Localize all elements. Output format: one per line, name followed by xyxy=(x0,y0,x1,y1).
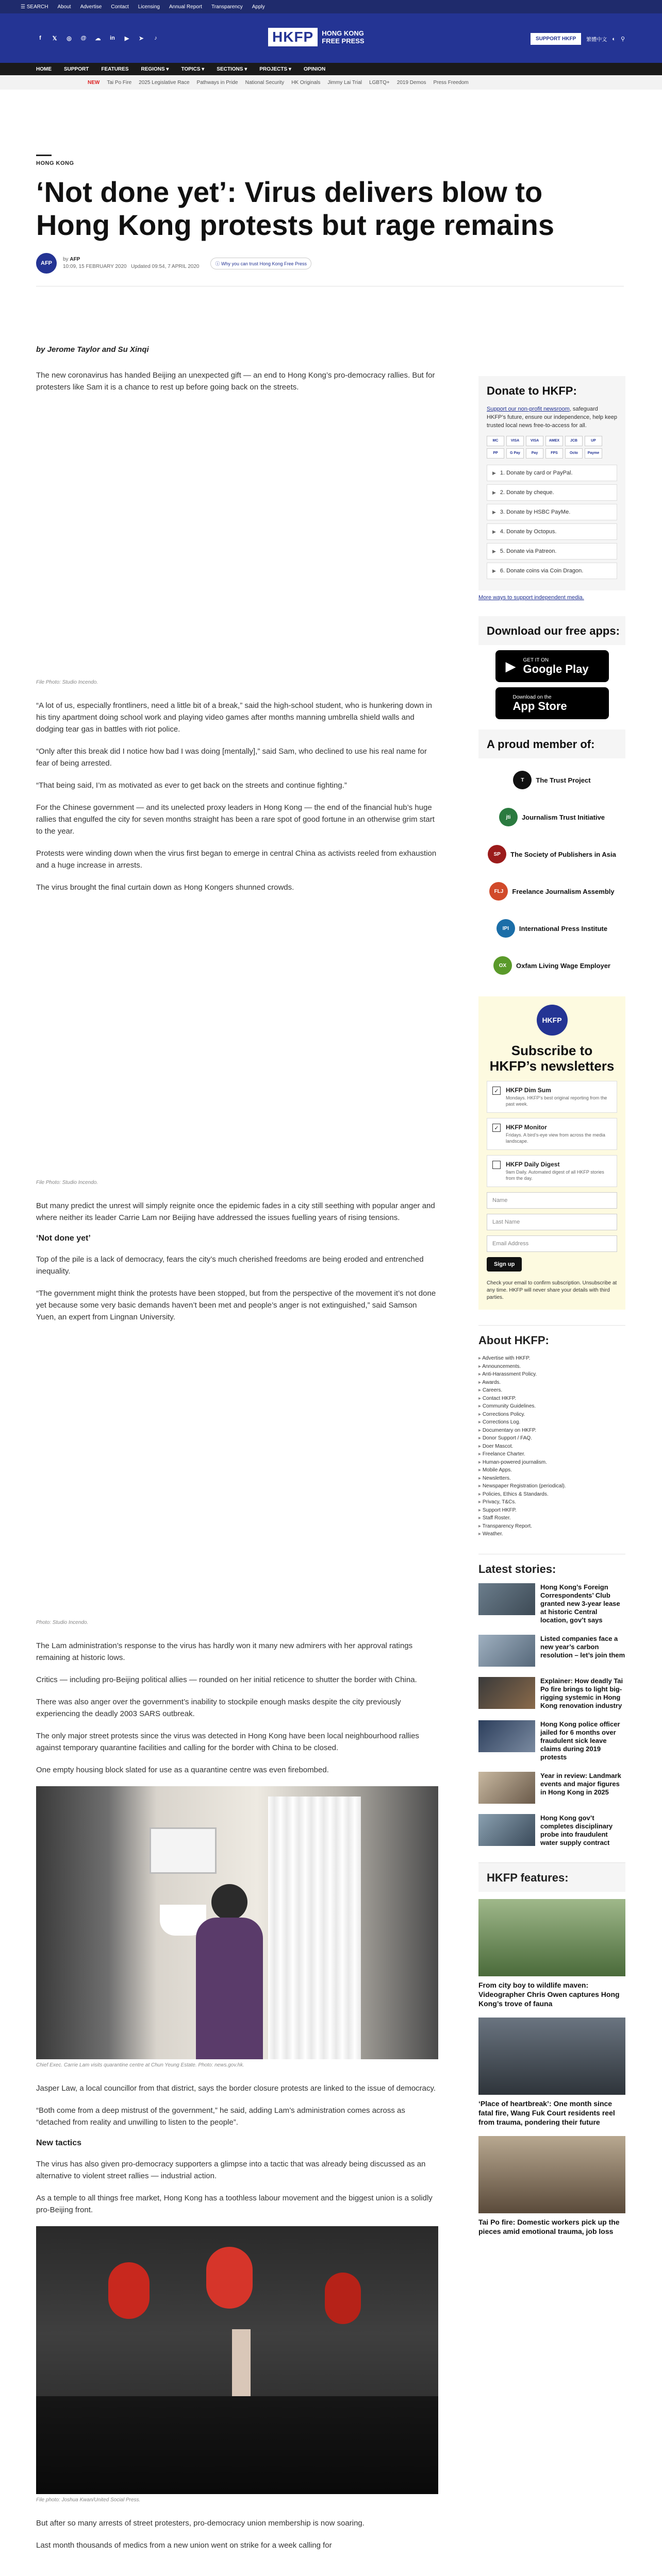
newsletter-widget xyxy=(478,996,625,1310)
amex-icon: AMEX xyxy=(545,436,563,446)
latest-story[interactable]: Hong Kong gov’t completes disciplinary probe into fraudulent water supply contract xyxy=(478,1814,625,1847)
article-photo xyxy=(36,403,438,676)
latest-story[interactable]: Hong Kong police officer jailed for 6 months over fraudulent sick leave claims during 2019 protests xyxy=(478,1720,625,1761)
paragraph: The Lam administration’s response to the virus has hardly won it many new admirers with her approval ratings remaining at historic lows. xyxy=(36,1641,413,1662)
threads-icon[interactable]: @ xyxy=(80,35,87,41)
latest-story[interactable]: Listed companies face a new year’s carbon resolution – let’s join them xyxy=(478,1635,625,1667)
member-logo[interactable]: SP The Society of Publishers in Asia xyxy=(478,839,625,870)
paragraph: As a temple to all things free market, Hong Kong has a toothless labour movement and the biggest union is a solidly pro-Beijing front. xyxy=(36,2194,433,2214)
newsletter-option[interactable]: ✓ HKFP Dim Sum Mondays. HKFP’s best original reporting from the past week. xyxy=(487,1081,617,1113)
nav-regions[interactable]: REGIONS ▾ xyxy=(141,66,169,72)
trending-link[interactable]: 2019 Demos xyxy=(396,79,426,86)
article-category[interactable]: HONG KONG xyxy=(36,160,74,166)
trending-link[interactable]: Jimmy Lai Trial xyxy=(327,79,362,86)
shower-curtain-shape xyxy=(268,1797,361,2059)
photo-caption: Photo: Studio Incendo. xyxy=(36,1620,89,1625)
paragraph: The virus has also given pro-democracy supporters a glimpse into a tactic that was already being discussed as an alternative to violent street rallies — industrial action. xyxy=(36,2160,426,2180)
payment-methods xyxy=(487,436,617,459)
apple-pay-icon: Pay xyxy=(526,448,543,459)
facebook-icon[interactable]: f xyxy=(39,35,41,41)
newsletter-logo: HKFP xyxy=(537,1005,568,1036)
util-apply[interactable]: Apply xyxy=(252,4,265,10)
linkedin-icon[interactable]: in xyxy=(110,35,115,41)
paragraph: “A lot of us, especially frontliners, need a little bit of a break,” said the high-school student, who is hunkering down in his tiny apartment doing school work and playing video games after months manning umbrella shield walls and dodging tear gas in battles with riot police. xyxy=(36,701,432,734)
sopa-icon: SP xyxy=(488,845,506,863)
paragraph: Critics — including pro-Beijing political allies — rounded on her initial reticence to shutter the border with China. xyxy=(36,1675,417,1684)
instagram-icon[interactable]: ◎ xyxy=(67,35,72,42)
about-link[interactable]: ▸ Freelance Charter. xyxy=(478,1450,625,1459)
search-link[interactable]: ☰ SEARCH xyxy=(21,4,48,10)
story-thumbnail xyxy=(478,1583,535,1615)
donate-link[interactable]: Support our non-profit newsroom xyxy=(487,406,570,412)
member-logo[interactable]: jti Journalism Trust Initiative xyxy=(478,802,625,833)
newsletter-note: Check your email to confirm subscription. Unsubscribe at any time. HKFP will never share your details with third parties. xyxy=(487,1280,617,1300)
newsletter-option[interactable]: HKFP Daily Digest 9am Daily. Automated digest of all HKFP stories from the day. xyxy=(487,1155,617,1187)
about-link[interactable]: ▸ Documentary on HKFP. xyxy=(478,1427,625,1435)
about-link[interactable]: ▸ Anti-Harassment Policy. xyxy=(478,1370,625,1379)
donate-option[interactable]: ▶ 3. Donate by HSBC PayMe. xyxy=(487,504,617,520)
sidebar xyxy=(478,376,625,2245)
nav-sections[interactable]: SECTIONS ▾ xyxy=(217,66,247,72)
trending-link[interactable]: National Security xyxy=(245,79,285,86)
member-logo[interactable]: T The Trust Project xyxy=(478,765,625,795)
main-nav xyxy=(0,63,662,75)
person-body-shape xyxy=(196,1918,263,2059)
chevron-right-icon: ▶ xyxy=(492,568,496,573)
members-title: A proud member of: xyxy=(478,730,625,758)
name-field[interactable]: Name xyxy=(487,1192,617,1209)
paragraph: “Both come from a deep mistrust of the government,” he said, adding Lam’s administration comes across as “detached from reality and unwilling to listen to the people”. xyxy=(36,2106,405,2127)
paragraph: “The government might think the protests have been stopped, but from the perspective of the movement it’s not done yet because some very basic demands haven’t been met and people’s anger is not extinguished,” said Samson Yuen, an expert from Lingnan University. xyxy=(36,1289,436,1321)
nav-topics[interactable]: TOPICS ▾ xyxy=(181,66,205,72)
nav-home[interactable]: HOME xyxy=(36,66,52,72)
nav-features[interactable]: FEATURES xyxy=(101,66,129,72)
telegram-icon[interactable]: ➤ xyxy=(139,35,144,42)
trending-link[interactable]: Press Freedom xyxy=(433,79,469,86)
paragraph: The new coronavirus has handed Beijing an unexpected gift — an end to Hong Kong’s pro-democracy rallies. But for protesters like Sam it is a chance to rest up before going back on the streets. xyxy=(36,371,435,392)
paragraph: One empty housing block slated for use as a quarantine centre was even firebombed. xyxy=(36,1766,329,1774)
paragraph: There was also anger over the government’s inability to stockpile enough masks despite the city previously experiencing the deadly 2003 SARS outbreak. xyxy=(36,1698,401,1718)
photo-caption: File Photo: Studio Incendo. xyxy=(36,680,98,685)
donate-option[interactable]: ▶ 2. Donate by cheque. xyxy=(487,484,617,501)
about-link[interactable]: ▸ Transparency Report. xyxy=(478,1522,625,1531)
trending-link[interactable]: 2025 Legislative Race xyxy=(139,79,190,86)
donate-option[interactable]: ▶ 5. Donate via Patreon. xyxy=(487,543,617,560)
about-link[interactable]: ▸ Staff Roster. xyxy=(478,1514,625,1522)
paragraph: Protests were winding down when the virus first began to emerge in central China as activists reeled from exhaustion and a huge increase in arrests. xyxy=(36,849,437,870)
member-logo[interactable]: OX Oxfam Living Wage Employer xyxy=(478,950,625,981)
trending-link[interactable]: HK Originals xyxy=(291,79,321,86)
util-transparency[interactable]: Transparency xyxy=(211,4,243,10)
visa-icon: VISA xyxy=(526,436,543,446)
chevron-right-icon: ▶ xyxy=(492,470,496,476)
octopus-icon: Octo xyxy=(565,448,583,459)
paragraph: Jasper Law, a local councillor from that district, says the border closure protests are linked to the issue of democracy. xyxy=(36,2084,436,2093)
about-link[interactable]: ▸ Newsletters. xyxy=(478,1475,625,1483)
google-pay-icon: G Pay xyxy=(506,448,524,459)
x-icon[interactable]: 𝕏 xyxy=(52,35,57,42)
trending-bar xyxy=(0,75,662,90)
freelance-assembly-icon: FLJ xyxy=(489,882,508,901)
trending-link[interactable]: LGBTQ+ xyxy=(369,79,390,86)
about-link[interactable]: ▸ Doer Mascot. xyxy=(478,1443,625,1451)
chevron-right-icon: ▶ xyxy=(492,490,496,495)
feature-image[interactable] xyxy=(478,2136,625,2213)
paragraph: Top of the pile is a lack of democracy, fears the city’s much cherished freedoms are being eroded and entrenched inequality. xyxy=(36,1255,424,1276)
features-title: HKFP features: xyxy=(478,1862,625,1892)
about-link[interactable]: ▸ Corrections Log. xyxy=(478,1418,625,1427)
about-link[interactable]: ▸ Careers. xyxy=(478,1386,625,1395)
util-contact[interactable]: Contact xyxy=(111,4,129,10)
trending-link[interactable]: Tai Po Fire xyxy=(107,79,132,86)
article-photo xyxy=(36,904,438,1177)
feature-image[interactable] xyxy=(478,1899,625,1976)
photo-caption: File Photo: Studio Incendo. xyxy=(36,1180,98,1185)
about-link[interactable]: ▸ Privacy, T&Cs. xyxy=(478,1498,625,1506)
lantern-shape xyxy=(325,2273,361,2324)
utility-bar xyxy=(0,0,662,13)
fps-icon: FPS xyxy=(545,448,563,459)
story-thumbnail xyxy=(478,1677,535,1709)
more-ways-link[interactable]: More ways to support independent media. xyxy=(478,595,584,601)
checkbox[interactable] xyxy=(492,1161,501,1169)
util-advertise[interactable]: Advertise xyxy=(80,4,102,10)
lantern-shape xyxy=(206,2247,253,2309)
protest-photo xyxy=(36,2226,438,2494)
last-name-field[interactable]: Last Name xyxy=(487,1214,617,1230)
logo-mark: HKFP xyxy=(268,28,318,46)
feature-story[interactable]: Tai Po fire: Domestic workers pick up the pieces amid emotional trauma, job loss xyxy=(478,2217,620,2235)
story-thumbnail xyxy=(478,1772,535,1804)
newsletter-title: Subscribe to HKFP’s newsletters xyxy=(489,1043,615,1074)
divider xyxy=(36,155,52,156)
paragraph: “Only after this break did I notice how bad I was doing [mentally],” said Sam, who declined to use his real name for fear of being arrested. xyxy=(36,747,427,768)
subheading: ‘Not done yet’ xyxy=(36,1234,91,1243)
about-link[interactable]: ▸ Policies, Ethics & Standards. xyxy=(478,1490,625,1499)
paragraph: Last month thousands of medics from a new union went on strike for a week calling for xyxy=(36,2541,332,2550)
article-photo xyxy=(36,1333,438,1617)
apps-title: Download our free apps: xyxy=(478,616,625,645)
byline xyxy=(36,253,624,274)
story-thumbnail xyxy=(478,1814,535,1846)
tiktok-icon[interactable]: ♪ xyxy=(154,35,157,41)
publish-date: 10:09, 15 FEBRUARY 2020 xyxy=(63,264,127,269)
about-link[interactable]: ▸ Support HKFP. xyxy=(478,1506,625,1515)
dark-mode-icon[interactable]: ◐ xyxy=(612,36,616,42)
article-header xyxy=(36,155,624,286)
photo-caption: File photo: Joshua Kwan/United Social Press. xyxy=(36,2497,141,2503)
quarantine-centre-photo xyxy=(36,1786,438,2059)
paragraph: But after so many arrests of street protesters, pro-democracy union membership is now soaring. xyxy=(36,2519,365,2528)
feature-image[interactable] xyxy=(478,2018,625,2095)
about-list xyxy=(478,1354,625,1538)
member-logo[interactable]: IPI International Press Institute xyxy=(478,913,625,944)
crowd-shape xyxy=(36,2396,438,2494)
oxfam-icon: OX xyxy=(493,956,512,975)
google-play-icon: ▶ xyxy=(505,658,516,674)
about-title: About HKFP: xyxy=(478,1325,625,1354)
lantern-shape xyxy=(108,2262,150,2319)
google-play-button[interactable]: ▶ GET IT ON Google Play xyxy=(495,650,609,682)
feature-story[interactable]: From city boy to wildlife maven: Videographer Chris Owen captures Hong Kong’s trove of fauna xyxy=(478,1980,620,2008)
unionpay-icon: UP xyxy=(585,436,602,446)
nav-projects[interactable]: PROJECTS ▾ xyxy=(259,66,291,72)
about-link[interactable]: ▸ Advertise with HKFP. xyxy=(478,1354,625,1363)
youtube-icon[interactable]: ▶ xyxy=(124,35,129,42)
email-field[interactable]: Email Address xyxy=(487,1235,617,1252)
checkbox[interactable]: ✓ xyxy=(492,1124,501,1132)
photo-caption: Chief Exec. Carrie Lam visits quarantine centre at Chun Yeung Estate. Photo: news.gov.hk. xyxy=(36,2062,244,2068)
search-icon[interactable]: ⚲ xyxy=(620,36,625,42)
donate-option[interactable]: ▶ 6. Donate coins via Coin Dragon. xyxy=(487,563,617,579)
latest-story[interactable]: Year in review: Landmark events and major figures in Hong Kong in 2025 xyxy=(478,1772,625,1804)
util-about[interactable]: About xyxy=(57,4,71,10)
latest-story[interactable]: Explainer: How deadly Tai Po fire brings to light big-rigging systemic in Hong Kong renovation industry xyxy=(478,1677,625,1710)
latest-story[interactable]: Hong Kong’s Foreign Correspondents’ Club granted new 3-year lease at historic Central location, gov’t says xyxy=(478,1583,625,1624)
paragraph: But many predict the unrest will simply reignite once the epidemic fades in a city still seething with popular anger and where neither its leader Carrie Lam nor Beijing have addressed the issues fuelling years of rising tensions. xyxy=(36,1201,435,1222)
bluesky-icon[interactable]: ☁ xyxy=(95,35,101,42)
masthead xyxy=(0,13,662,63)
nav-support[interactable]: SUPPORT xyxy=(64,66,89,72)
newsletter-option[interactable]: ✓ HKFP Monitor Fridays. A bird’s-eye view from across the media landscape. xyxy=(487,1118,617,1150)
feature-story[interactable]: ‘Place of heartbreak’: One month since fatal fire, Wang Fuk Court residents reel from trauma, pondering their future xyxy=(478,2099,615,2126)
paypal-icon: PP xyxy=(487,448,504,459)
paragraph: The only major street protests since the virus was detected in Hong Kong have been local neighbourhood rallies against temporary quarantine facilities and calling for the border with China to be closed. xyxy=(36,1732,419,1752)
trust-link[interactable]: ⓘ Why you can trust Hong Kong Free Press xyxy=(210,258,311,269)
about-link[interactable]: ▸ Weather. xyxy=(478,1530,625,1538)
visa-icon: VISA xyxy=(506,436,524,446)
member-logo[interactable]: FLJ Freelance Journalism Assembly xyxy=(478,876,625,907)
sign-up-button[interactable]: Sign up xyxy=(487,1257,522,1272)
about-link[interactable]: ▸ Community Guidelines. xyxy=(478,1402,625,1411)
support-hkfp-button[interactable]: SUPPORT HKFP xyxy=(531,33,581,45)
jti-icon: jti xyxy=(499,808,518,826)
chevron-right-icon: ▶ xyxy=(492,549,496,554)
language-switch[interactable]: 繁體中文 xyxy=(586,37,607,43)
about-link[interactable]: ▸ Announcements. xyxy=(478,1363,625,1371)
mastercard-icon: MC xyxy=(487,436,504,446)
donate-text: , safeguard HKFP’s future, ensure our independence, help keep trusted local news free-to-access for all. xyxy=(487,406,617,429)
donate-title: Donate to HKFP: xyxy=(487,384,577,397)
article-title: ‘Not done yet’: Virus delivers blow to Hong Kong protests but rage remains xyxy=(36,176,554,241)
donate-widget xyxy=(478,376,625,590)
ipi-icon: IPI xyxy=(496,919,515,938)
about-link[interactable]: ▸ Contact HKFP. xyxy=(478,1395,625,1403)
paragraph: “That being said, I’m as motivated as ever to get back on the streets and continue fighting.” xyxy=(36,781,347,790)
masthead-actions xyxy=(531,33,625,45)
app-store-button[interactable]: Download on the App Store xyxy=(495,687,609,719)
updated-date: Updated 09:54, 7 APRIL 2020 xyxy=(130,264,200,269)
nav-opinion[interactable]: OPINION xyxy=(303,66,326,72)
site-logo[interactable] xyxy=(268,28,365,46)
person-head-shape xyxy=(211,1884,247,1920)
byline-meta: by AFP 10:09, 15 FEBRUARY 2020 Updated 09:54, 7 APRIL 2020 xyxy=(63,257,200,269)
about-link[interactable]: ▸ Mobile Apps. xyxy=(478,1466,625,1475)
chevron-right-icon: ▶ xyxy=(492,529,496,534)
chevron-right-icon: ▶ xyxy=(492,510,496,515)
article-body xyxy=(36,345,438,2562)
story-thumbnail xyxy=(478,1635,535,1667)
payme-icon: Payme xyxy=(585,448,602,459)
trust-project-icon: T xyxy=(513,771,532,789)
story-thumbnail xyxy=(478,1720,535,1752)
util-licensing[interactable]: Licensing xyxy=(138,4,160,10)
author-avatar[interactable]: AFP xyxy=(36,253,57,274)
subheading: New tactics xyxy=(36,2139,82,2147)
trending-link[interactable]: Pathways in Pride xyxy=(196,79,238,86)
paragraph: The virus brought the final curtain down as Hong Kongers shunned crowds. xyxy=(36,883,294,892)
donate-option[interactable]: ▶ 4. Donate by Octopus. xyxy=(487,523,617,540)
authors-line: by Jerome Taylor and Su Xinqi xyxy=(36,345,149,354)
latest-title: Latest stories: xyxy=(478,1554,625,1583)
logo-text: HONG KONG FREE PRESS xyxy=(322,29,365,45)
mirror-shape xyxy=(150,1827,217,1874)
checkbox[interactable]: ✓ xyxy=(492,1087,501,1095)
jcb-icon: JCB xyxy=(565,436,583,446)
about-link[interactable]: ▸ Donor Support / FAQ. xyxy=(478,1434,625,1443)
social-icons xyxy=(36,34,160,42)
about-link[interactable]: ▸ Newspaper Registration (periodical). xyxy=(478,1482,625,1490)
util-annual-report[interactable]: Annual Report xyxy=(169,4,202,10)
about-link[interactable]: ▸ Human-powered journalism. xyxy=(478,1459,625,1467)
about-link[interactable]: ▸ Awards. xyxy=(478,1379,625,1387)
author-name[interactable]: AFP xyxy=(70,257,80,262)
donate-option[interactable]: ▶ 1. Donate by card or PayPal. xyxy=(487,465,617,481)
trending-new-badge: NEW xyxy=(88,79,100,86)
paragraph: For the Chinese government — and its unelected proxy leaders in Hong Kong — the end of the financial hub’s huge rallies that engulfed the city for seven months straight has been a rare spot of good fortune in an otherwise grim start to the year. xyxy=(36,803,435,836)
about-link[interactable]: ▸ Corrections Policy. xyxy=(478,1411,625,1419)
